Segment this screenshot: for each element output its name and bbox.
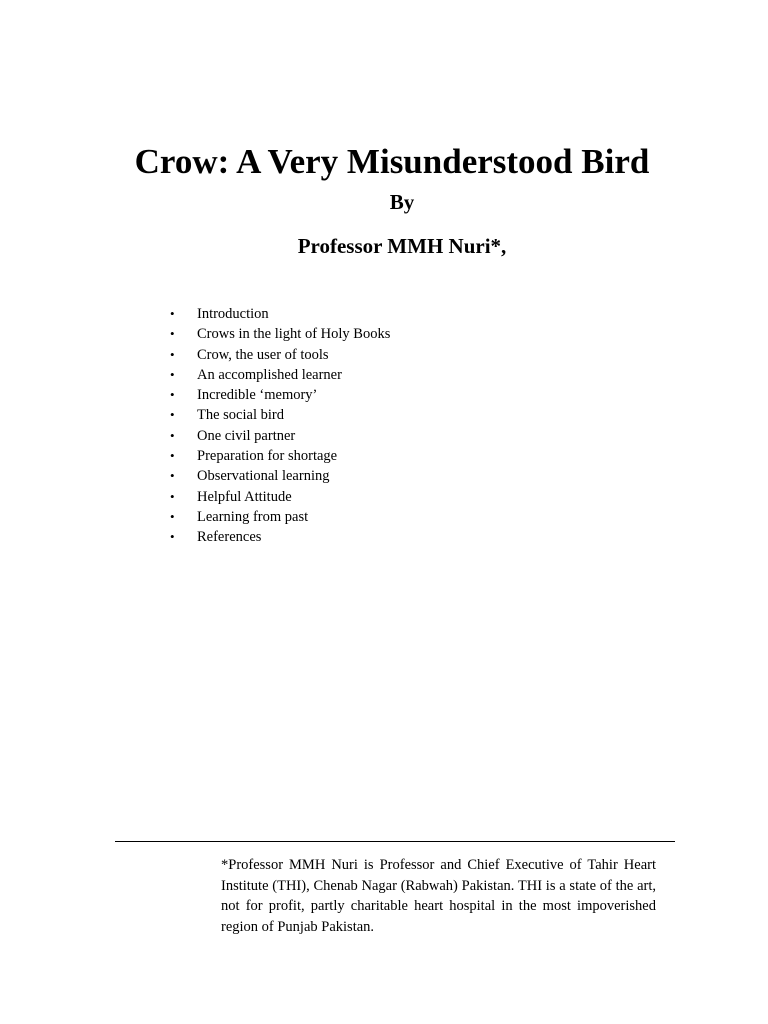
- contents-list: [170, 304, 390, 548]
- byline: By: [389, 190, 415, 214]
- list-item-label: An accomplished learner: [197, 366, 342, 383]
- bullet-icon: •: [170, 488, 175, 504]
- bullet-icon: •: [170, 306, 175, 321]
- list-item: [170, 304, 390, 324]
- list-item-label: The social bird: [197, 407, 284, 424]
- footnote-divider: [115, 841, 675, 842]
- list-item: [170, 385, 390, 405]
- bullet-icon: •: [170, 529, 175, 545]
- list-item-label: Introduction: [197, 306, 269, 322]
- list-item: [170, 466, 390, 486]
- list-item-label: Helpful Attitude: [197, 488, 292, 505]
- bullet-icon: •: [170, 468, 175, 484]
- bullet-icon: •: [170, 326, 175, 342]
- list-item: [170, 324, 390, 344]
- bullet-icon: •: [170, 387, 175, 403]
- bullet-icon: •: [170, 366, 175, 382]
- footnote: *Professor MMH Nuri is Professor and Chief Executive of Tahir Heart Institute (THI), Chenab Nagar (Rabwah) Pakistan. THI is a state of the art, not for profit, partly charitable heart hospital in the most impoverished region of Punjab Pakistan.: [221, 857, 656, 935]
- bullet-icon: •: [170, 346, 175, 362]
- list-item-label: Observational learning: [197, 468, 330, 485]
- bullet-icon: •: [170, 407, 175, 423]
- list-item-label: References: [197, 529, 262, 546]
- bullet-icon: •: [170, 427, 175, 443]
- document-title: Crow: A Very Misunderstood Bird: [134, 142, 650, 181]
- list-item-label: Learning from past: [197, 508, 309, 525]
- list-item: [170, 426, 390, 446]
- list-item: [170, 446, 390, 466]
- list-item: [170, 507, 390, 527]
- list-item: [170, 527, 390, 547]
- list-item-label: Crows in the light of Holy Books: [197, 326, 391, 343]
- list-item-label: Crow, the user of tools: [197, 346, 329, 363]
- list-item: [170, 365, 390, 385]
- bullet-icon: •: [170, 508, 175, 524]
- list-item-label: Preparation for shortage: [197, 448, 338, 465]
- list-item: [170, 345, 390, 365]
- list-item: [170, 487, 390, 507]
- bullet-icon: •: [170, 448, 175, 464]
- list-item-label: Incredible ‘memory’: [197, 387, 318, 404]
- list-item: [170, 405, 390, 425]
- list-item-label: One civil partner: [197, 427, 296, 444]
- author-name: Professor MMH Nuri*,: [297, 234, 507, 258]
